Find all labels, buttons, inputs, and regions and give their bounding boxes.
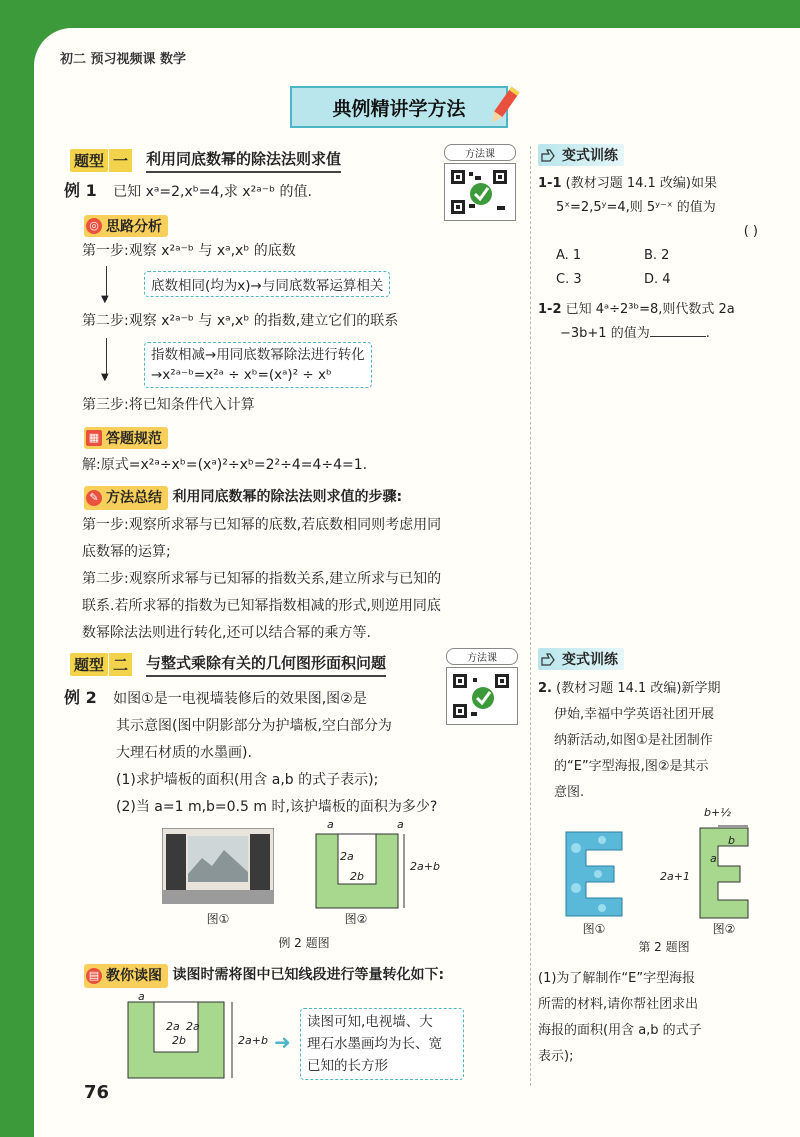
qr-code-1[interactable] — [444, 144, 516, 221]
question-line: (1)为了解制作“E”字型海报 — [538, 971, 696, 986]
label-2a: 2a — [186, 1020, 200, 1033]
example-2-line: 其示意图(图中阴影部分为护墙板,空白部分为 — [116, 718, 392, 734]
problem-2-line: 纳新活动,如图①是社团制作 — [554, 733, 713, 748]
problem-2-caption: 第 2 题图 — [638, 940, 690, 954]
pencil-icon — [486, 84, 522, 128]
topic-2-title: 与整式乘除有关的几何图形面积问题 — [146, 652, 386, 677]
example-2 — [64, 684, 437, 821]
qr-icon — [446, 667, 518, 725]
topic-number: 二 — [109, 653, 132, 676]
header-title: 初二 预习视频课 数学 — [60, 52, 187, 67]
label-2a: 2a — [340, 850, 354, 863]
summary-heading: ✎ 方法总结 利用同底数幂的除法法则求值的步骤: — [84, 486, 402, 510]
qr-code-2[interactable] — [446, 648, 518, 725]
summary-line: 第一步:观察所求幂与已知幂的底数,若底数相同则考虑用同 — [82, 517, 442, 533]
topic-2-heading — [70, 652, 386, 677]
label-a: a — [327, 818, 334, 831]
qr-label: 方法课 — [444, 144, 516, 161]
qr-label: 方法课 — [446, 648, 518, 665]
label-2a-plus-1: 2a+1 — [660, 870, 690, 883]
section-banner — [290, 86, 508, 128]
arrow-head-icon: ▼ — [101, 294, 109, 305]
hand-icon: ✎ — [86, 490, 102, 506]
label-b: b — [728, 834, 735, 847]
box-2-line-2: →x²ᵃ⁻ᵇ=x²ᵃ ÷ xᵇ=(xᵃ)² ÷ xᵇ — [151, 367, 332, 383]
fig-1-label: 图① — [582, 922, 606, 936]
example-2-label: 例 2 — [64, 688, 97, 707]
option-d: D. 4 — [644, 272, 671, 287]
box-1: 底数相同(均为x)→与同底数幂运算相关 — [144, 271, 390, 297]
question-1: (1)求护墙板的面积(用含 a,b 的式子表示); — [116, 772, 379, 788]
calendar-icon: ▦ — [86, 430, 102, 446]
teach-note-line: 已知的长方形 — [307, 1058, 388, 1074]
label-a: a — [138, 990, 145, 1003]
example-2-caption: 例 2 题图 — [278, 936, 330, 950]
problem-1-1 — [538, 172, 788, 292]
question-line: 海报的面积(用含 a,b 的式子 — [538, 1023, 702, 1038]
variant-heading-1: 变式训练 — [538, 144, 624, 166]
problem-2-num: 2. — [538, 681, 552, 696]
tv-wall-photo — [162, 828, 274, 904]
topic-1-title: 利用同底数幂的除法法则求值 — [146, 148, 341, 173]
teach-note — [300, 1008, 464, 1080]
question-line: 所需的材料,请你帮社团求出 — [538, 997, 699, 1012]
option-a: A. 1 — [556, 248, 582, 263]
column-divider — [530, 146, 531, 1086]
example-2-line: 大理石材质的水墨画). — [116, 745, 252, 761]
label-b-plus-half: b+½ — [704, 806, 731, 819]
topic-tag: 题型 — [70, 149, 108, 172]
variant-heading-2: 变式训练 — [538, 648, 624, 670]
label-a: a — [710, 852, 717, 865]
problem-1-1-line: 5ˣ=2,5ʸ=4,则 5ʸ⁻ˣ 的值为 — [556, 200, 716, 215]
book-icon: ▤ — [86, 968, 102, 984]
teach-title: 读图时需将图中已知线段进行等量转化如下: — [172, 967, 445, 983]
topic-tag: 题型 — [70, 653, 108, 676]
problem-2-line: 伊始,幸福中学英语社团开展 — [554, 707, 715, 722]
problem-1-2-num: 1-2 — [538, 302, 562, 317]
fig-2-label: 图② — [344, 912, 368, 926]
label-2a-plus-b: 2a+b — [238, 1034, 268, 1047]
problem-2-question-1 — [538, 966, 788, 1070]
label-2a: 2a — [166, 1020, 180, 1033]
arrow-right-icon: ➜ — [274, 1030, 291, 1054]
page-number: 76 — [84, 1082, 110, 1103]
problem-1-2-line: 已知 4ᵃ÷2³ᵇ=8,则代数式 2a — [565, 302, 735, 317]
target-icon: ◎ — [86, 218, 102, 234]
teach-note-line: 读图可知,电视墙、大 — [307, 1014, 433, 1030]
problem-1-2-line: −3b+1 的值为 — [560, 326, 650, 341]
fig-2-label: 图② — [712, 922, 736, 936]
example-2-line: 如图①是一电视墙装修后的效果图,图②是 — [113, 691, 367, 707]
summary-body — [82, 512, 522, 647]
question-2: (2)当 a=1 m,b=0.5 m 时,该护墙板的面积为多少? — [116, 799, 438, 815]
summary-line: 底数幂的运算; — [82, 544, 171, 560]
topic-1-heading — [70, 148, 341, 173]
hand-pointer-icon — [540, 148, 556, 162]
example-1 — [64, 180, 312, 203]
label-2b: 2b — [172, 1034, 186, 1047]
banner-title: 典例精讲学方法 — [332, 97, 466, 120]
page — [34, 28, 800, 1137]
step-2: 第二步:观察 x²ᵃ⁻ᵇ 与 xᵃ,xᵇ 的指数,建立它们的联系 — [82, 313, 399, 329]
solution: 解:原式=x²ᵃ÷xᵇ=(xᵃ)²÷xᵇ=2²÷4=4÷4=1. — [82, 457, 368, 473]
step-3: 第三步:将已知条件代入计算 — [82, 397, 255, 413]
e-poster-photo — [562, 828, 626, 920]
summary-title: 利用同底数幂的除法法则求值的步骤: — [172, 489, 403, 505]
box-2-line-1: 指数相减→用同底数幂除法进行转化 — [151, 347, 365, 363]
problem-2 — [538, 676, 788, 806]
e-poster-diagram — [694, 824, 754, 922]
teach-note-line: 理石水墨画均为长、宽 — [307, 1036, 442, 1052]
hand-pointer-icon — [540, 652, 556, 666]
question-line: 表示); — [538, 1049, 574, 1064]
example-1-label: 例 1 — [64, 181, 97, 200]
problem-1-1-line: (教材习题 14.1 改编)如果 — [565, 176, 717, 191]
answer-pill: ▦ 答题规范 — [84, 426, 168, 449]
problem-2-line: (教材习题 14.1 改编)新学期 — [556, 681, 721, 696]
problem-2-line: 意图. — [554, 785, 585, 800]
option-b: B. 2 — [644, 248, 670, 263]
step-1: 第一步:观察 x²ᵃ⁻ᵇ 与 xᵃ,xᵇ 的底数 — [82, 243, 296, 259]
arrow-head-icon: ▼ — [101, 372, 109, 383]
fig-1-label: 图① — [206, 912, 230, 926]
analysis-pill: ◎ 思路分析 — [84, 214, 168, 237]
label-2b: 2b — [350, 870, 364, 883]
teach-heading: ▤ 教你读图 读图时需将图中已知线段进行等量转化如下: — [84, 964, 444, 988]
label-2a-plus-b: 2a+b — [410, 860, 440, 873]
box-2 — [144, 342, 372, 388]
answer-paren: ( ) — [743, 224, 758, 239]
problem-1-2: 1-2 已知 4ᵃ÷2³ᵇ=8,则代数式 2a −3b+1 的值为 . — [538, 302, 735, 341]
problem-2-line: 的“E”字型海报,图②是其示 — [554, 759, 709, 774]
problem-1-1-num: 1-1 — [538, 176, 562, 191]
qr-icon — [444, 163, 516, 221]
summary-line: 第二步:观察所求幂与已知幂的指数关系,建立所求与已知的 — [82, 571, 442, 587]
option-c: C. 3 — [556, 272, 582, 287]
label-a: a — [397, 818, 404, 831]
topic-number: 一 — [109, 149, 132, 172]
example-1-text: 已知 xᵃ=2,xᵇ=4,求 x²ᵃ⁻ᵇ 的值. — [113, 184, 312, 200]
answer-blank[interactable] — [650, 323, 706, 337]
summary-line: 联系.若所求幂的指数为已知幂指数相减的形式,则逆用同底 — [82, 598, 441, 614]
summary-line: 数幂除法法则进行转化,还可以结合幂的乘方等. — [82, 625, 371, 641]
